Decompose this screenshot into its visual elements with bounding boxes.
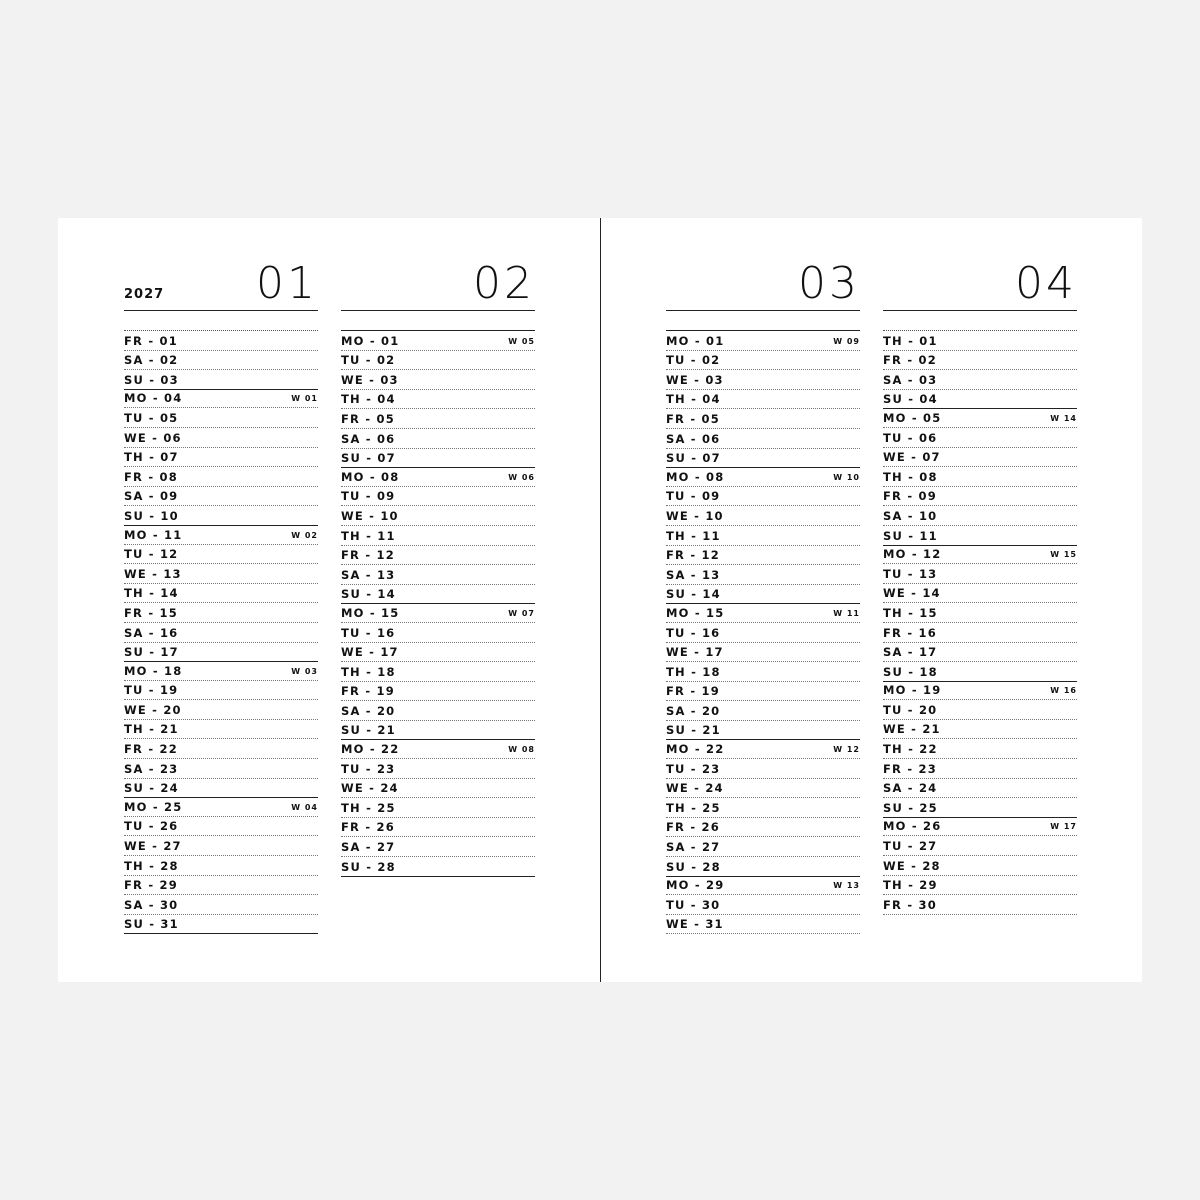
- day-row: [124, 623, 318, 643]
- planner-spread: [58, 218, 1142, 982]
- day-label: SU - 31: [124, 917, 179, 932]
- week-number-label: W 09: [833, 336, 860, 346]
- day-row: [124, 467, 318, 487]
- day-label: SU - 28: [666, 859, 721, 874]
- day-label: FR - 09: [883, 489, 937, 504]
- day-label: TH - 22: [883, 742, 938, 757]
- day-label: FR - 02: [883, 353, 937, 368]
- day-row: [124, 797, 318, 817]
- day-row: [124, 428, 318, 448]
- day-label: SA - 16: [124, 625, 179, 640]
- day-row: [883, 739, 1077, 759]
- day-row: [124, 681, 318, 701]
- day-row: [883, 623, 1077, 643]
- day-label: FR - 26: [666, 820, 720, 835]
- day-row: [883, 798, 1077, 818]
- day-label: WE - 28: [883, 858, 941, 873]
- day-label: FR - 12: [666, 548, 720, 563]
- day-label: TH - 21: [124, 722, 179, 737]
- month-number: 04: [1015, 258, 1077, 309]
- day-row: [883, 448, 1077, 468]
- day-label: SU - 17: [124, 645, 179, 660]
- day-row: [883, 856, 1077, 876]
- day-row: [341, 565, 535, 585]
- day-label: WE - 06: [124, 430, 182, 445]
- week-number-label: W 16: [1050, 686, 1077, 696]
- day-row: [341, 585, 535, 605]
- day-label: FR - 15: [124, 605, 178, 620]
- day-row: [666, 876, 860, 896]
- day-label: TH - 18: [666, 664, 721, 679]
- day-row: [341, 662, 535, 682]
- day-label: FR - 05: [341, 411, 395, 426]
- day-row: [666, 546, 860, 566]
- day-label: TU - 12: [124, 547, 179, 562]
- day-row: [124, 370, 318, 390]
- day-label: TU - 09: [666, 489, 721, 504]
- day-label: TH - 29: [883, 878, 938, 893]
- day-label: SU - 03: [124, 372, 179, 387]
- day-row: [666, 603, 860, 623]
- day-label: FR - 19: [341, 684, 395, 699]
- day-label: MO - 19: [883, 683, 942, 698]
- day-label: WE - 07: [883, 450, 941, 465]
- day-row: [124, 876, 318, 896]
- day-list: [341, 330, 535, 877]
- day-label: FR - 16: [883, 625, 937, 640]
- day-label: MO - 29: [666, 878, 725, 893]
- day-label: WE - 03: [666, 372, 724, 387]
- month-number: 03: [798, 258, 860, 309]
- day-row: [124, 856, 318, 876]
- day-label: SU - 24: [124, 781, 179, 796]
- day-label: SU - 25: [883, 800, 938, 815]
- day-row: [341, 449, 535, 469]
- day-label: SA - 03: [883, 372, 938, 387]
- day-row: [883, 506, 1077, 526]
- day-row: [124, 759, 318, 779]
- day-row: [883, 408, 1077, 428]
- day-label: SA - 17: [883, 645, 938, 660]
- day-row: [883, 370, 1077, 390]
- day-label: SU - 21: [666, 723, 721, 738]
- day-row: [341, 487, 535, 507]
- day-row: [666, 701, 860, 721]
- day-row: [341, 467, 535, 487]
- day-label: SA - 27: [341, 840, 396, 855]
- week-number-label: W 15: [1050, 550, 1077, 560]
- day-row: [124, 661, 318, 681]
- day-row: [666, 798, 860, 818]
- day-label: WE - 31: [666, 917, 724, 932]
- day-row: [666, 682, 860, 702]
- day-label: TH - 11: [341, 528, 396, 543]
- day-label: TU - 06: [883, 430, 938, 445]
- day-label: SA - 02: [124, 353, 179, 368]
- day-row: [124, 836, 318, 856]
- day-row: [124, 915, 318, 935]
- day-row: [666, 721, 860, 741]
- week-number-label: W 14: [1050, 413, 1077, 423]
- day-label: MO - 08: [341, 469, 400, 484]
- day-label: MO - 01: [666, 333, 725, 348]
- day-label: FR - 19: [666, 684, 720, 699]
- day-label: TU - 02: [341, 353, 396, 368]
- day-label: TU - 27: [883, 839, 938, 854]
- day-row: [124, 331, 318, 351]
- day-row: [124, 487, 318, 507]
- day-label: MO - 25: [124, 799, 183, 814]
- day-row: [666, 565, 860, 585]
- week-number-label: W 01: [291, 394, 318, 404]
- day-row: [883, 390, 1077, 410]
- day-label: TH - 25: [666, 800, 721, 815]
- week-number-label: W 13: [833, 881, 860, 891]
- day-label: WE - 20: [124, 702, 182, 717]
- day-label: FR - 05: [666, 411, 720, 426]
- day-label: TU - 26: [124, 819, 179, 834]
- day-label: SA - 27: [666, 840, 721, 855]
- week-number-label: W 07: [508, 608, 535, 618]
- day-label: SA - 06: [666, 431, 721, 446]
- week-number-label: W 08: [508, 745, 535, 755]
- day-label: SU - 07: [341, 451, 396, 466]
- day-row: [341, 759, 535, 779]
- day-row: [341, 603, 535, 623]
- day-row: [341, 506, 535, 526]
- day-label: FR - 12: [341, 548, 395, 563]
- day-row: [341, 721, 535, 741]
- day-row: [341, 739, 535, 759]
- day-row: [341, 331, 535, 351]
- day-row: [124, 351, 318, 371]
- day-row: [883, 876, 1077, 896]
- day-label: FR - 22: [124, 742, 178, 757]
- day-row: [883, 584, 1077, 604]
- day-label: TH - 15: [883, 605, 938, 620]
- day-row: [341, 779, 535, 799]
- day-list: [666, 330, 860, 934]
- day-label: FR - 30: [883, 897, 937, 912]
- day-label: TU - 02: [666, 353, 721, 368]
- day-label: TH - 07: [124, 450, 179, 465]
- day-row: [666, 370, 860, 390]
- day-label: WE - 27: [124, 839, 182, 854]
- day-label: SU - 04: [883, 392, 938, 407]
- day-label: FR - 26: [341, 820, 395, 835]
- week-number-label: W 12: [833, 745, 860, 755]
- day-label: SA - 20: [666, 703, 721, 718]
- day-label: SA - 13: [666, 567, 721, 582]
- day-label: WE - 17: [341, 645, 399, 660]
- day-label: MO - 22: [341, 742, 400, 757]
- day-row: [124, 584, 318, 604]
- day-label: WE - 13: [124, 566, 182, 581]
- day-row: [124, 545, 318, 565]
- day-row: [124, 506, 318, 526]
- day-label: SA - 24: [883, 781, 938, 796]
- day-label: TH - 18: [341, 664, 396, 679]
- day-label: MO - 22: [666, 742, 725, 757]
- day-label: WE - 24: [666, 781, 724, 796]
- day-row: [666, 585, 860, 605]
- month-number: 01: [256, 258, 318, 309]
- day-row: [124, 643, 318, 663]
- day-row: [883, 526, 1077, 546]
- week-number-label: W 02: [291, 530, 318, 540]
- month-header: [666, 218, 860, 311]
- day-label: FR - 01: [124, 333, 178, 348]
- day-label: TU - 05: [124, 410, 179, 425]
- day-label: TH - 25: [341, 800, 396, 815]
- day-row: [666, 779, 860, 799]
- day-label: FR - 23: [883, 761, 937, 776]
- day-label: WE - 21: [883, 722, 941, 737]
- day-label: TU - 23: [341, 761, 396, 776]
- day-row: [883, 428, 1077, 448]
- day-label: MO - 15: [341, 605, 400, 620]
- day-row: [124, 700, 318, 720]
- day-row: [124, 895, 318, 915]
- day-label: FR - 08: [124, 469, 178, 484]
- day-label: MO - 05: [883, 410, 942, 425]
- day-row: [124, 408, 318, 428]
- day-label: SU - 10: [124, 508, 179, 523]
- day-label: SU - 18: [883, 664, 938, 679]
- day-row: [341, 818, 535, 838]
- day-row: [341, 370, 535, 390]
- day-label: TH - 28: [124, 858, 179, 873]
- month-number: 02: [473, 258, 535, 309]
- day-label: TU - 20: [883, 702, 938, 717]
- day-row: [341, 351, 535, 371]
- day-row: [666, 331, 860, 351]
- day-row: [666, 895, 860, 915]
- day-label: SA - 10: [883, 508, 938, 523]
- day-label: TU - 13: [883, 566, 938, 581]
- day-label: MO - 04: [124, 391, 183, 406]
- day-label: WE - 10: [341, 508, 399, 523]
- week-number-label: W 04: [291, 802, 318, 812]
- month-header: [124, 218, 318, 311]
- day-row: [883, 817, 1077, 837]
- month-header: [341, 218, 535, 311]
- day-row: [883, 759, 1077, 779]
- day-label: SA - 20: [341, 703, 396, 718]
- day-row: [341, 857, 535, 877]
- day-row: [341, 546, 535, 566]
- page-spine: [600, 218, 601, 982]
- day-row: [883, 895, 1077, 915]
- day-row: [666, 526, 860, 546]
- day-row: [666, 623, 860, 643]
- day-row: [883, 836, 1077, 856]
- day-row: [341, 390, 535, 410]
- day-label: WE - 14: [883, 586, 941, 601]
- day-row: [666, 915, 860, 935]
- day-label: SU - 07: [666, 451, 721, 466]
- day-label: SA - 30: [124, 897, 179, 912]
- day-label: SA - 13: [341, 567, 396, 582]
- week-number-label: W 05: [508, 336, 535, 346]
- day-row: [666, 739, 860, 759]
- day-row: [666, 409, 860, 429]
- day-label: SA - 23: [124, 761, 179, 776]
- day-row: [883, 643, 1077, 663]
- day-row: [666, 506, 860, 526]
- day-row: [124, 564, 318, 584]
- day-row: [666, 643, 860, 663]
- day-row: [341, 798, 535, 818]
- day-label: SU - 14: [341, 587, 396, 602]
- day-label: TH - 04: [341, 392, 396, 407]
- day-list: [124, 330, 318, 934]
- day-row: [124, 525, 318, 545]
- day-row: [341, 409, 535, 429]
- day-label: SA - 06: [341, 431, 396, 446]
- day-row: [666, 429, 860, 449]
- day-label: SU - 11: [883, 528, 938, 543]
- day-label: TH - 04: [666, 392, 721, 407]
- day-row: [341, 837, 535, 857]
- day-row: [883, 779, 1077, 799]
- day-row: [883, 331, 1077, 351]
- day-label: MO - 26: [883, 819, 942, 834]
- day-row: [666, 467, 860, 487]
- day-row: [124, 817, 318, 837]
- week-number-label: W 06: [508, 472, 535, 482]
- day-row: [341, 623, 535, 643]
- day-label: SU - 14: [666, 587, 721, 602]
- day-row: [666, 837, 860, 857]
- day-label: WE - 03: [341, 372, 399, 387]
- day-row: [666, 662, 860, 682]
- day-row: [883, 487, 1077, 507]
- day-label: TH - 14: [124, 586, 179, 601]
- day-row: [666, 759, 860, 779]
- day-row: [341, 526, 535, 546]
- day-label: MO - 01: [341, 333, 400, 348]
- day-row: [883, 564, 1077, 584]
- day-label: FR - 29: [124, 878, 178, 893]
- day-label: MO - 18: [124, 663, 183, 678]
- week-number-label: W 17: [1050, 822, 1077, 832]
- day-row: [666, 487, 860, 507]
- day-row: [124, 603, 318, 623]
- day-row: [666, 351, 860, 371]
- day-list: [883, 330, 1077, 915]
- day-label: TU - 16: [341, 625, 396, 640]
- day-label: WE - 24: [341, 781, 399, 796]
- day-label: SU - 28: [341, 859, 396, 874]
- day-label: MO - 11: [124, 527, 183, 542]
- day-label: TH - 11: [666, 528, 721, 543]
- day-row: [341, 429, 535, 449]
- day-row: [124, 720, 318, 740]
- day-row: [341, 643, 535, 663]
- day-row: [666, 390, 860, 410]
- day-row: [124, 779, 318, 799]
- day-row: [883, 467, 1077, 487]
- day-row: [124, 448, 318, 468]
- week-number-label: W 03: [291, 666, 318, 676]
- day-label: TH - 01: [883, 333, 938, 348]
- month-header: [883, 218, 1077, 311]
- day-label: MO - 08: [666, 469, 725, 484]
- day-row: [883, 662, 1077, 682]
- day-row: [883, 545, 1077, 565]
- day-label: TU - 16: [666, 625, 721, 640]
- day-row: [666, 818, 860, 838]
- day-row: [341, 701, 535, 721]
- day-row: [883, 700, 1077, 720]
- day-label: TU - 23: [666, 761, 721, 776]
- day-label: TU - 09: [341, 489, 396, 504]
- day-row: [883, 681, 1077, 701]
- day-label: TU - 30: [666, 897, 721, 912]
- day-label: MO - 15: [666, 605, 725, 620]
- day-row: [666, 449, 860, 469]
- day-row: [883, 351, 1077, 371]
- day-row: [124, 739, 318, 759]
- day-label: MO - 12: [883, 547, 942, 562]
- year-label: 2027: [124, 287, 165, 302]
- day-label: WE - 10: [666, 508, 724, 523]
- day-row: [883, 603, 1077, 623]
- day-row: [666, 857, 860, 877]
- day-label: TH - 08: [883, 469, 938, 484]
- day-label: WE - 17: [666, 645, 724, 660]
- week-number-label: W 10: [833, 472, 860, 482]
- day-row: [124, 389, 318, 409]
- day-row: [341, 682, 535, 702]
- day-label: TU - 19: [124, 683, 179, 698]
- day-label: SA - 09: [124, 489, 179, 504]
- day-label: SU - 21: [341, 723, 396, 738]
- week-number-label: W 11: [833, 608, 860, 618]
- day-row: [883, 720, 1077, 740]
